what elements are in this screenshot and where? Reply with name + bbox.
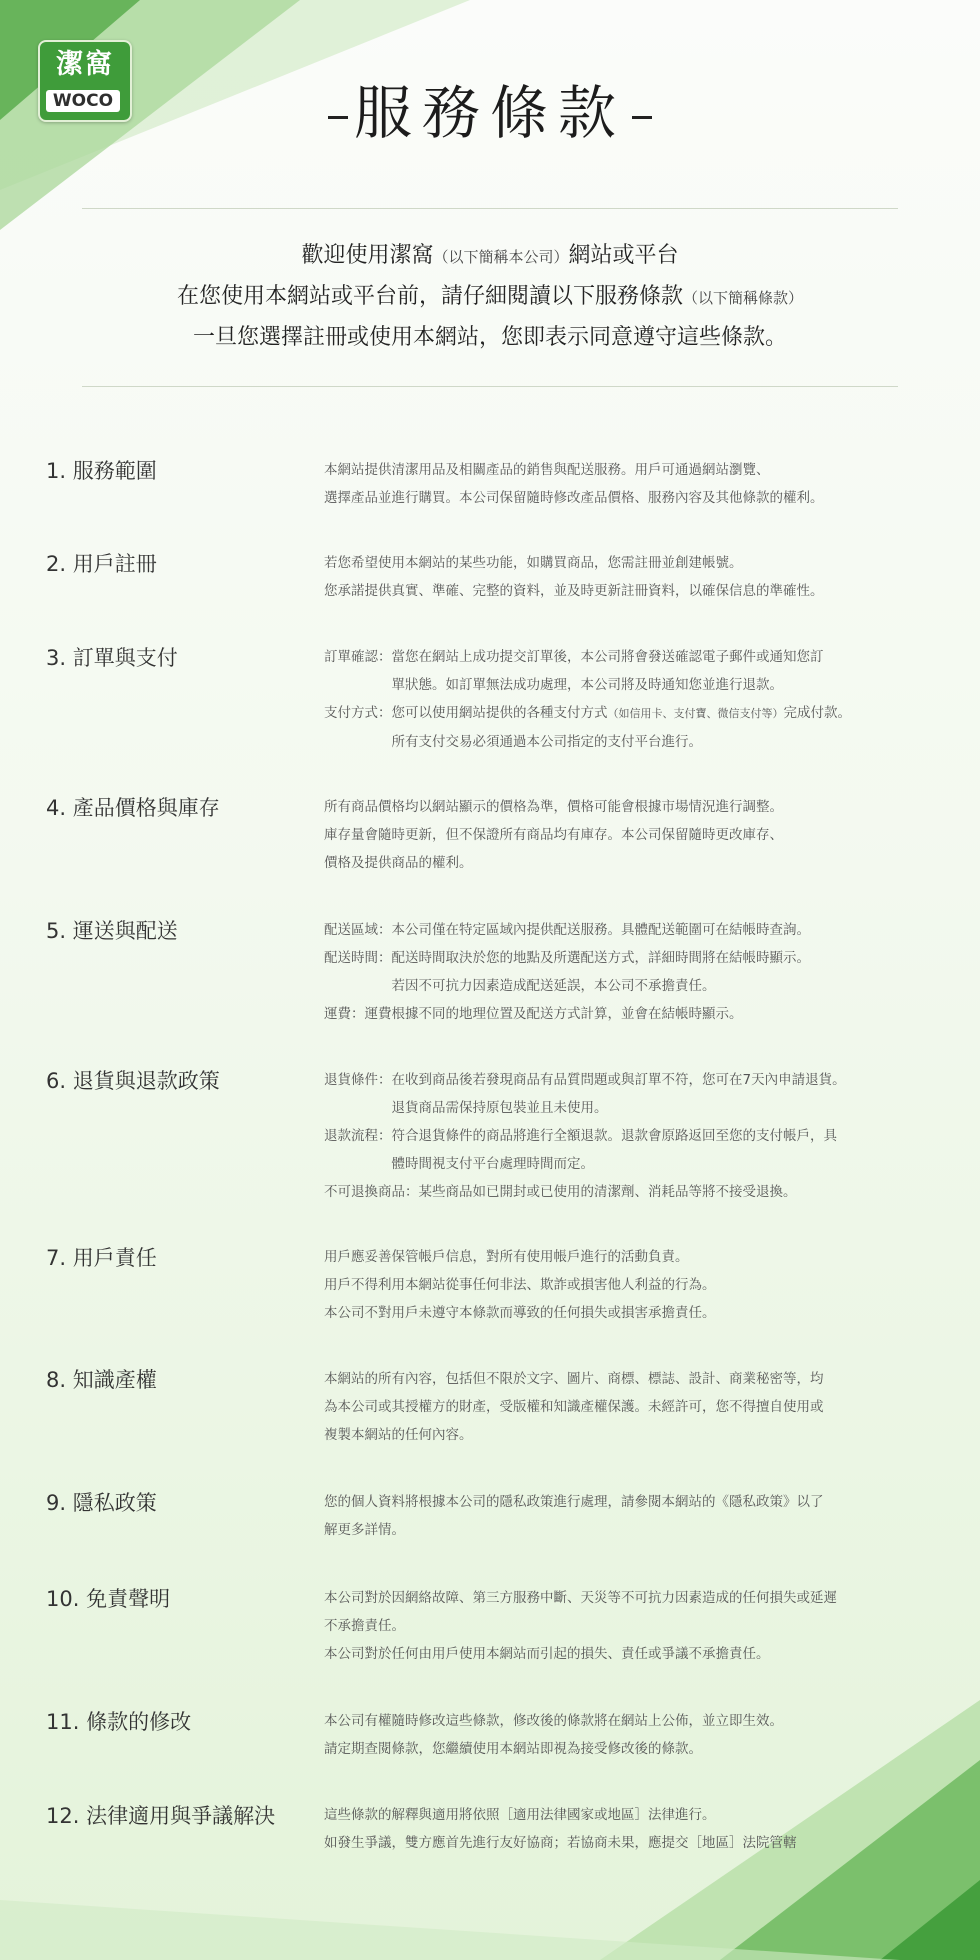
paragraph-line: 您的個人資料將根據本公司的隱私政策進行處理，請參閱本網站的《隱私政策》以了 bbox=[324, 1494, 824, 1510]
divider-top bbox=[82, 208, 898, 209]
section-body bbox=[324, 1243, 944, 1327]
woco-logo[interactable] bbox=[38, 40, 132, 122]
paragraph-line bbox=[392, 699, 852, 728]
paragraph-line: 當您在網站上成功提交訂單後，本公司將會發送確認電子郵件或通知您訂 bbox=[391, 649, 824, 665]
section-title: 7. 用戶責任 bbox=[46, 1246, 157, 1270]
intro-line-3: 一旦您選擇註冊或使用本網站，您即表示同意遵守這些條款。 bbox=[192, 325, 787, 350]
definition-value bbox=[392, 699, 852, 756]
definition-item bbox=[324, 1066, 944, 1122]
logo-chinese-name: 潔窩 bbox=[56, 49, 114, 80]
text-segment: 完成付款。 bbox=[783, 705, 851, 721]
definition-label: 訂單確認： bbox=[324, 649, 392, 665]
section-body bbox=[324, 793, 944, 877]
paragraph-line: 如發生爭議，雙方應首先進行友好協商；若協商未果，應提交［地區］法院管轄 bbox=[324, 1835, 797, 1851]
paragraph-line: 運費根據不同的地理位置及配送方式計算，並會在結帳時顯示。 bbox=[364, 1006, 743, 1022]
title-dash-right bbox=[632, 116, 652, 119]
definition-label: 不可退換商品： bbox=[324, 1184, 419, 1200]
intro-line-1 bbox=[100, 236, 880, 277]
intro-text-segment: 網站或平台 bbox=[568, 243, 679, 268]
paragraph-line: 解更多詳情。 bbox=[324, 1522, 405, 1538]
definition-value bbox=[419, 1178, 797, 1206]
section-title: 9. 隱私政策 bbox=[46, 1491, 157, 1515]
definition-value bbox=[392, 916, 811, 944]
paragraph-line: 請定期查閱條款，您繼續使用本網站即視為接受修改後的條款。 bbox=[324, 1741, 702, 1757]
paragraph-line: 所有支付交易必須通過本公司指定的支付平台進行。 bbox=[391, 734, 702, 750]
section-title: 1. 服務範圍 bbox=[46, 459, 157, 483]
paragraph-line: 某些商品如已開封或已使用的清潔劑、消耗品等將不接受退換。 bbox=[418, 1184, 797, 1200]
paragraph-line: 為本公司或其授權方的財產，受版權和知識產權保護。未經許可，您不得擅自使用或 bbox=[324, 1399, 824, 1415]
paragraph-line: 本公司僅在特定區域內提供配送服務。具體配送範圍可在結帳時查詢。 bbox=[391, 922, 810, 938]
paragraph-line: 退貨商品需保持原包裝並且未使用。 bbox=[391, 1100, 608, 1116]
paragraph-line: 配送時間取決於您的地點及所選配送方式，詳細時間將在結帳時顯示。 bbox=[391, 950, 810, 966]
section-title: 3. 訂單與支付 bbox=[46, 646, 178, 670]
section-body bbox=[324, 456, 944, 512]
section-body bbox=[324, 1801, 944, 1857]
section-body bbox=[324, 1066, 944, 1206]
paragraph-line: 複製本網站的任何內容。 bbox=[324, 1427, 473, 1443]
definition-item bbox=[324, 643, 944, 699]
definition-label: 運費： bbox=[324, 1006, 365, 1022]
section-body bbox=[324, 1584, 944, 1668]
definition-label: 退款流程： bbox=[324, 1128, 392, 1144]
section-title: 5. 運送與配送 bbox=[46, 919, 178, 943]
paragraph-line: 不承擔責任。 bbox=[324, 1618, 405, 1634]
definition-value bbox=[392, 1122, 838, 1178]
paragraph-line: 體時間視支付平台處理時間而定。 bbox=[391, 1156, 594, 1172]
paragraph-line: 本公司不對用戶未遵守本條款而導致的任何損失或損害承擔責任。 bbox=[324, 1305, 716, 1321]
paragraph-line: 單狀態。如訂單無法成功處理，本公司將及時通知您並進行退款。 bbox=[391, 677, 783, 693]
definition-item bbox=[324, 699, 944, 756]
paragraph-line: 您承諾提供真實、準確、完整的資料，並及時更新註冊資料，以確保信息的準確性。 bbox=[324, 583, 824, 599]
definition-value bbox=[392, 944, 811, 1000]
text-segment: 您可以使用網站提供的各種支付方式 bbox=[391, 705, 608, 721]
intro-text-segment: 在您使用本網站或平台前，請仔細閱讀以下服務條款 bbox=[176, 284, 683, 309]
paragraph-line: 本公司有權隨時修改這些條款，修改後的條款將在網站上公佈，並立即生效。 bbox=[324, 1713, 783, 1729]
section-title: 10. 免責聲明 bbox=[46, 1587, 171, 1611]
definition-label: 配送區域： bbox=[324, 922, 392, 938]
title-dash-left bbox=[328, 116, 348, 119]
section-title: 6. 退貨與退款政策 bbox=[46, 1069, 220, 1093]
definition-item bbox=[324, 1122, 944, 1178]
definition-label: 退貨條件： bbox=[324, 1072, 392, 1088]
definition-label: 配送時間： bbox=[324, 950, 392, 966]
definition-item bbox=[324, 916, 944, 944]
paragraph-line: 本網站的所有內容，包括但不限於文字、圖片、商標、標誌、設計、商業秘密等，均 bbox=[324, 1371, 824, 1387]
section-body bbox=[324, 549, 944, 605]
logo-english-name: WOCO bbox=[46, 90, 120, 112]
paragraph-line: 這些條款的解釋與適用將依照［適用法律國家或地區］法律進行。 bbox=[324, 1807, 716, 1823]
paragraph-line: 本網站提供清潔用品及相關產品的銷售與配送服務。用戶可通過網站瀏覽、 bbox=[324, 462, 770, 478]
paragraph-line: 本公司對於任何由用戶使用本網站而引起的損失、責任或爭議不承擔責任。 bbox=[324, 1646, 770, 1662]
paragraph-line: 所有商品價格均以網站顯示的價格為準，價格可能會根據市場情況進行調整。 bbox=[324, 799, 783, 815]
intro-note: （以下簡稱條款） bbox=[683, 289, 804, 307]
paragraph-line: 在收到商品後若發現商品有品質問題或與訂單不符，您可在7天內申請退貨。 bbox=[391, 1072, 846, 1088]
paragraph-line: 價格及提供商品的權利。 bbox=[324, 855, 473, 871]
section-body bbox=[324, 1488, 944, 1544]
paragraph-line: 本公司對於因網絡故障、第三方服務中斷、天災等不可抗力因素造成的任何損失或延遲 bbox=[324, 1590, 837, 1606]
section-title: 11. 條款的修改 bbox=[46, 1710, 192, 1734]
intro-line-2 bbox=[100, 277, 880, 318]
section-body bbox=[324, 1707, 944, 1763]
section-title: 2. 用戶註冊 bbox=[46, 552, 157, 576]
definition-value bbox=[392, 643, 824, 699]
section-body bbox=[324, 916, 944, 1028]
definition-item bbox=[324, 944, 944, 1000]
paragraph-line: 符合退貨條件的商品將進行全額退款。退款會原路返回至您的支付帳戶，具 bbox=[391, 1128, 837, 1144]
text-note: （如信用卡、支付寶、微信支付等） bbox=[607, 707, 784, 720]
paragraph-line: 若您希望使用本網站的某些功能，如購買商品，您需註冊並創建帳號。 bbox=[324, 555, 743, 571]
definition-item bbox=[324, 1178, 944, 1206]
intro-text-segment: 歡迎使用潔窩 bbox=[301, 243, 434, 268]
paragraph-line: 選擇產品並進行購買。本公司保留隨時修改產品價格、服務內容及其他條款的權利。 bbox=[324, 490, 824, 506]
paragraph-line: 庫存量會隨時更新，但不保證所有商品均有庫存。本公司保留隨時更改庫存、 bbox=[324, 827, 783, 843]
paragraph-line: 用戶不得利用本網站從事任何非法、欺詐或損害他人利益的行為。 bbox=[324, 1277, 716, 1293]
paragraph-line: 若因不可抗力因素造成配送延誤，本公司不承擔責任。 bbox=[391, 978, 716, 994]
section-title: 4. 產品價格與庫存 bbox=[46, 796, 220, 820]
section-title: 12. 法律適用與爭議解決 bbox=[46, 1804, 276, 1828]
intro-text bbox=[100, 236, 880, 358]
definition-value bbox=[365, 1000, 743, 1028]
section-body bbox=[324, 643, 944, 756]
definition-value bbox=[392, 1066, 846, 1122]
section-title: 8. 知識產權 bbox=[46, 1368, 157, 1392]
intro-note: （以下簡稱本公司） bbox=[433, 248, 569, 266]
definition-label: 支付方式： bbox=[324, 705, 392, 721]
page-title bbox=[190, 78, 790, 148]
divider-intro bbox=[82, 386, 898, 387]
definition-item bbox=[324, 1000, 944, 1028]
section-body bbox=[324, 1365, 944, 1449]
page-title-text: 服務條款 bbox=[353, 79, 626, 147]
paragraph-line: 用戶應妥善保管帳戶信息，對所有使用帳戶進行的活動負責。 bbox=[324, 1249, 689, 1265]
